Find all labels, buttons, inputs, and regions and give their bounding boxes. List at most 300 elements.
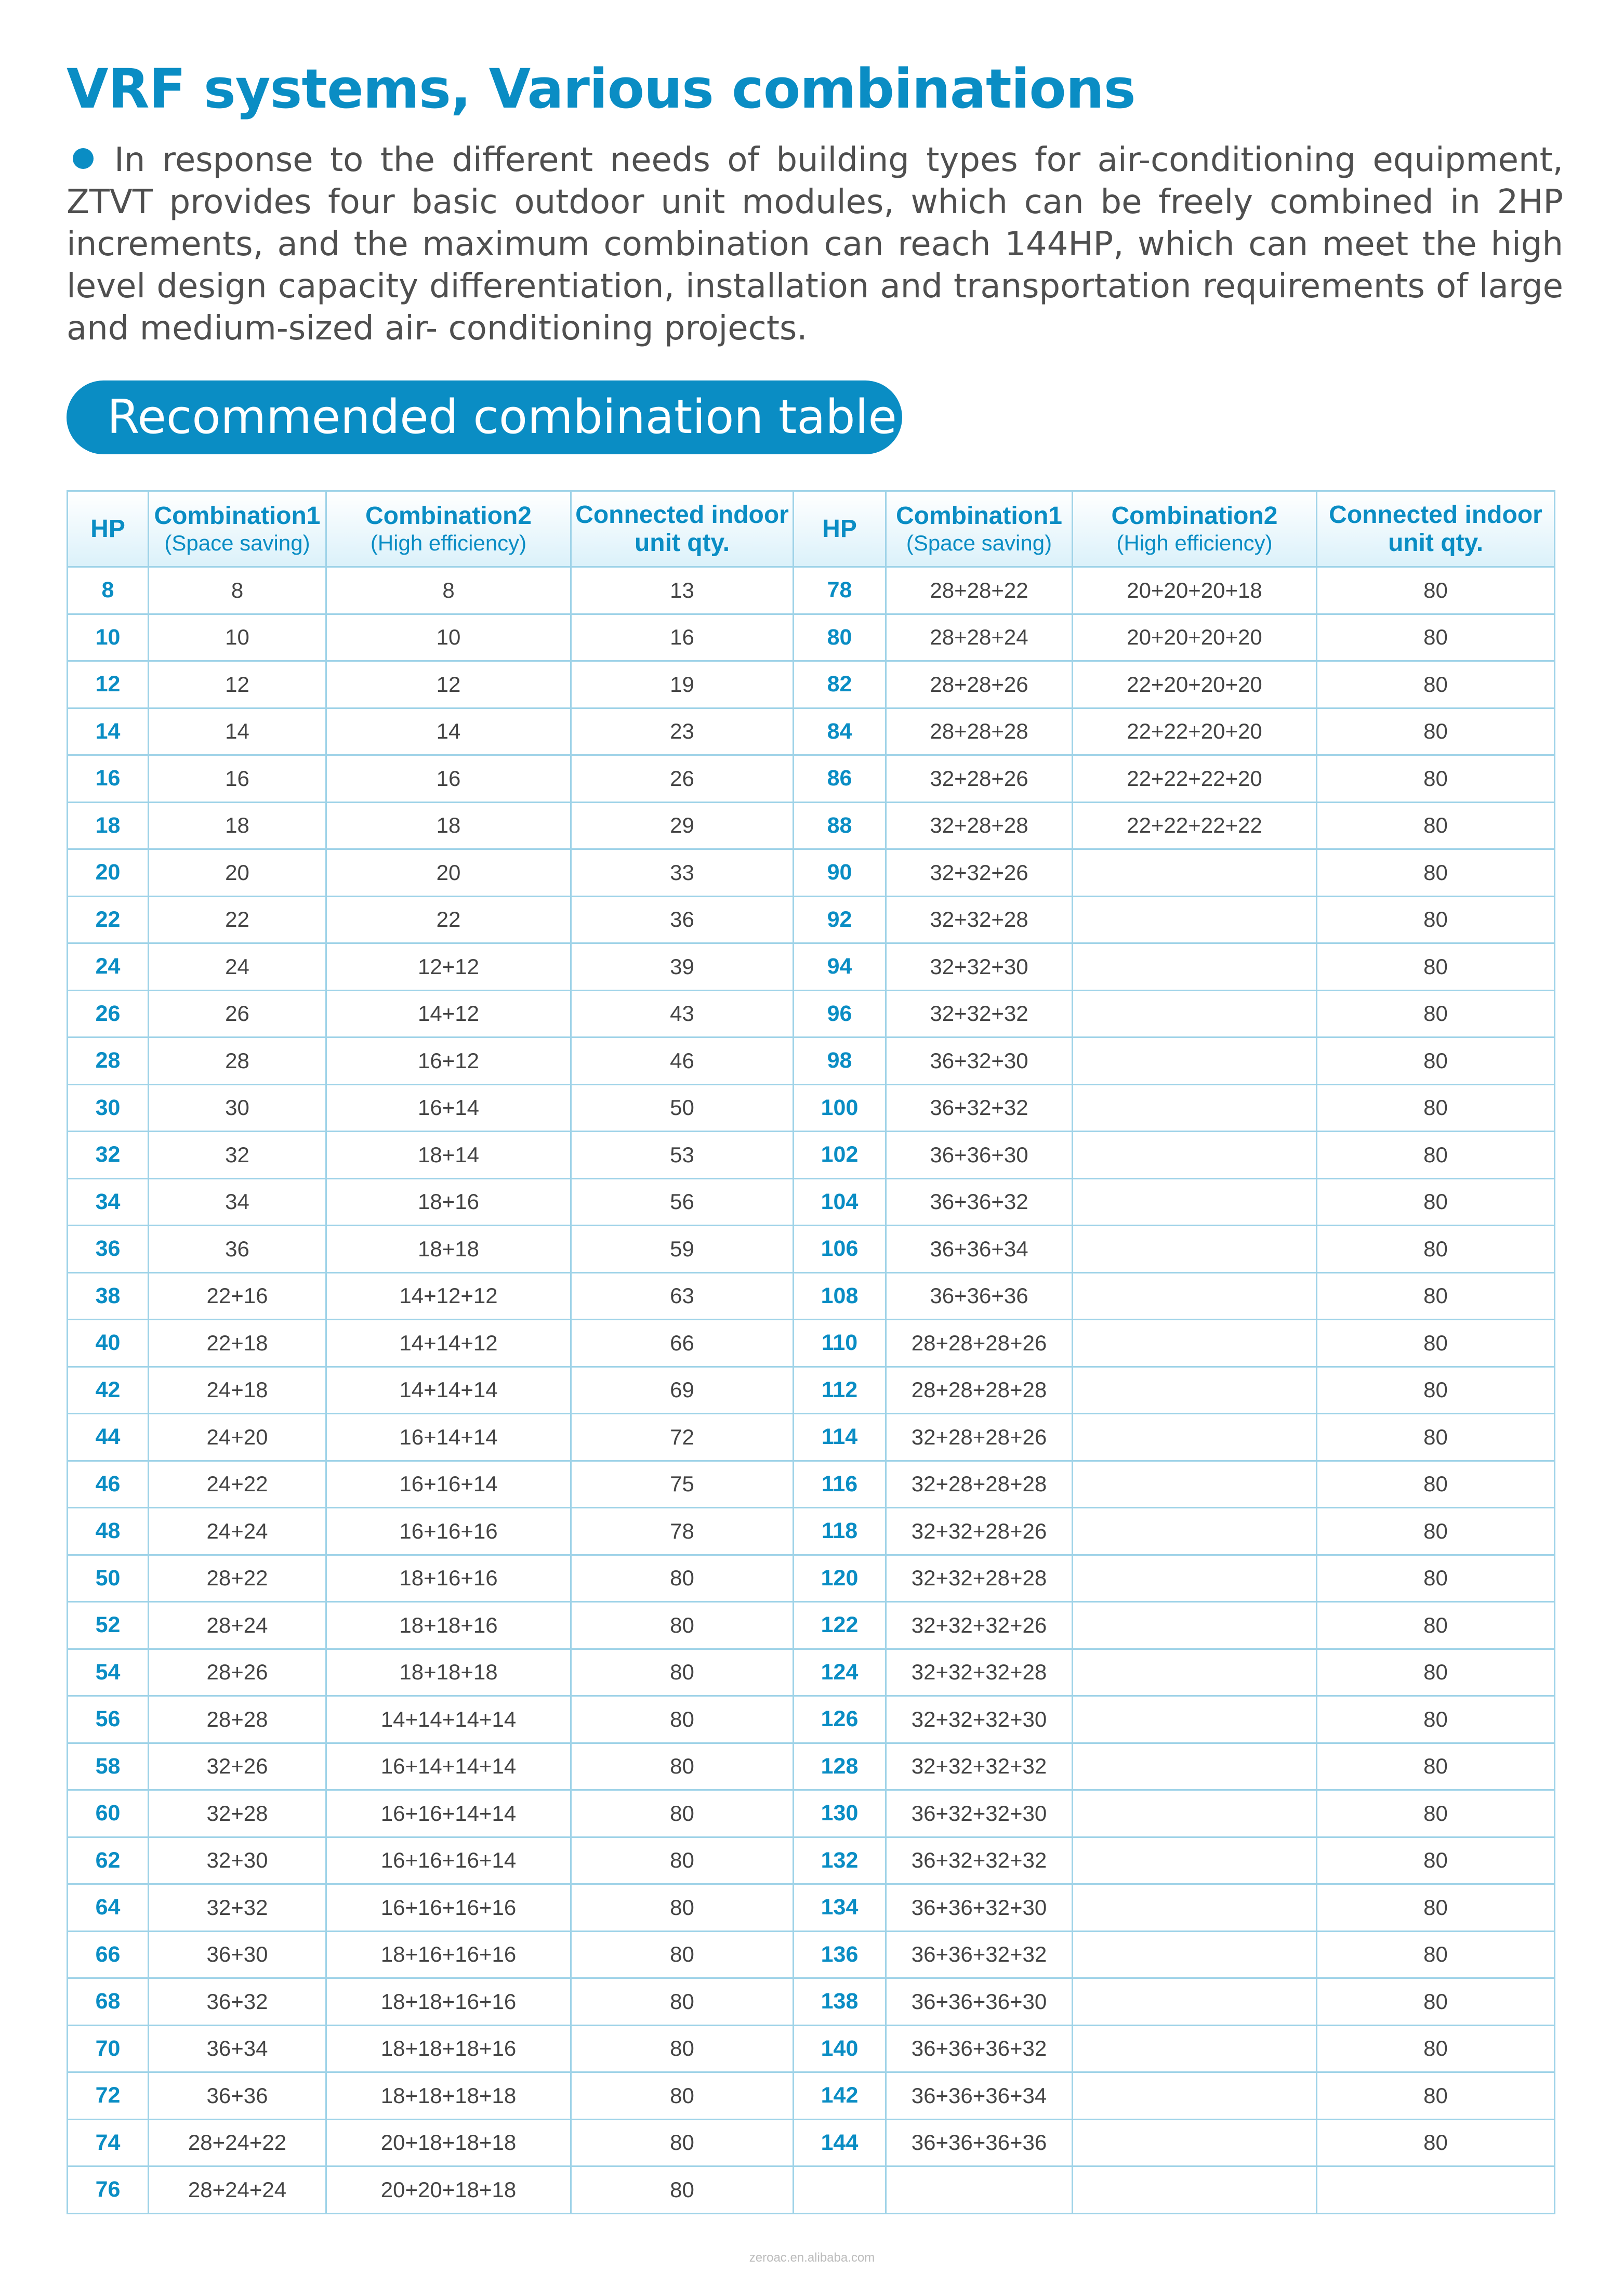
left-hp-cell: 20	[68, 849, 149, 897]
right-indoor-qty-cell: 80	[1317, 1837, 1555, 1884]
right-combination1-cell: 32+28+28+28	[886, 1461, 1073, 1508]
table-row	[68, 1508, 1555, 1555]
right-combination1-cell: 32+32+32+28	[886, 1649, 1073, 1696]
right-combination2-cell	[1073, 1884, 1317, 1932]
left-combination2-cell: 8	[326, 567, 571, 614]
left-indoor-qty-cell: 50	[571, 1084, 794, 1132]
right-combination1-cell: 36+32+30	[886, 1037, 1073, 1085]
table-row	[68, 1602, 1555, 1649]
right-combination2-cell	[1073, 1602, 1317, 1649]
right-hp-cell: 92	[794, 896, 886, 943]
left-hp-cell: 64	[68, 1884, 149, 1932]
right-indoor-qty-cell: 80	[1317, 1790, 1555, 1837]
right-combination2-cell	[1073, 2025, 1317, 2072]
right-combination1-cell: 36+36+36+34	[886, 2072, 1073, 2120]
left-combination2-cell: 16+14+14	[326, 1414, 571, 1461]
right-combination2-cell	[1073, 1743, 1317, 1790]
left-indoor-qty-cell: 80	[571, 1978, 794, 2026]
right-combination1-cell: 32+32+32+30	[886, 1696, 1073, 1743]
right-combination2-cell	[1073, 1084, 1317, 1132]
left-combination1-cell: 10	[149, 614, 326, 661]
intro-text: In response to the different needs of building types for air-conditioning equipment, ZTVT provides four basic outdoor unit modules, which can be freely combined in 2HP increments, and the maximum combination can reach 144HP, which can meet the high level design capacity differentiation, installation and transportation requirements of large and medium-sized air- conditioning projects.	[67, 141, 1563, 348]
right-combination2-cell: 20+20+20+18	[1073, 567, 1317, 614]
left-hp-cell: 38	[68, 1272, 149, 1320]
right-combination2-cell	[1073, 1790, 1317, 1837]
table-row	[68, 755, 1555, 803]
table-row	[68, 1555, 1555, 1602]
right-hp-cell: 112	[794, 1367, 886, 1414]
right-combination2-cell	[1073, 1461, 1317, 1508]
left-indoor-qty-cell: 63	[571, 1272, 794, 1320]
table-row	[68, 614, 1555, 661]
table-row	[68, 2166, 1555, 2214]
right-indoor-qty-cell: 80	[1317, 1037, 1555, 1085]
right-indoor-qty-cell: 80	[1317, 1084, 1555, 1132]
right-indoor-qty-cell: 80	[1317, 708, 1555, 755]
right-combination2-cell	[1073, 1649, 1317, 1696]
right-combination2-cell: 22+20+20+20	[1073, 661, 1317, 708]
page-title: VRF systems, Various combinations	[67, 57, 1136, 121]
right-combination1-cell: 36+36+36+36	[886, 2119, 1073, 2166]
right-hp-cell: 82	[794, 661, 886, 708]
left-indoor-qty-cell: 80	[571, 1743, 794, 1790]
left-combination1-cell: 30	[149, 1084, 326, 1132]
left-combination1-cell: 34	[149, 1178, 326, 1226]
right-indoor-qty-cell: 80	[1317, 1602, 1555, 1649]
left-hp-cell: 18	[68, 802, 149, 849]
left-indoor-qty-cell: 36	[571, 896, 794, 943]
left-hp-cell: 30	[68, 1084, 149, 1132]
header-combination2-label: Combination2	[365, 502, 532, 530]
right-hp-cell	[794, 2166, 886, 2214]
right-hp-cell: 84	[794, 708, 886, 755]
left-combination2-cell: 12	[326, 661, 571, 708]
header-combination2	[326, 491, 571, 567]
left-indoor-qty-cell: 43	[571, 990, 794, 1037]
left-combination2-cell: 20	[326, 849, 571, 897]
left-combination2-cell: 18+18	[326, 1226, 571, 1273]
right-hp-cell: 108	[794, 1272, 886, 1320]
left-combination2-cell: 18+18+18+16	[326, 2025, 571, 2072]
header-combination2-label: Combination2	[1111, 502, 1278, 530]
right-combination1-cell: 36+36+36	[886, 1272, 1073, 1320]
right-hp-cell: 132	[794, 1837, 886, 1884]
right-combination1-cell: 36+36+36+30	[886, 1978, 1073, 2026]
left-combination2-cell: 18+18+16	[326, 1602, 571, 1649]
table-row	[68, 1931, 1555, 1978]
left-combination2-cell: 18+18+18	[326, 1649, 571, 1696]
header-combination1-sub: (Space saving)	[906, 530, 1052, 555]
right-combination1-cell: 32+32+28+26	[886, 1508, 1073, 1555]
right-hp-cell: 116	[794, 1461, 886, 1508]
left-combination2-cell: 14+14+14	[326, 1367, 571, 1414]
footer-url: zeroac.en.alibaba.com	[749, 2251, 875, 2265]
right-hp-cell: 136	[794, 1931, 886, 1978]
right-hp-cell: 110	[794, 1320, 886, 1367]
left-hp-cell: 36	[68, 1226, 149, 1273]
right-combination2-cell	[1073, 990, 1317, 1037]
right-indoor-qty-cell: 80	[1317, 1178, 1555, 1226]
left-indoor-qty-cell: 80	[571, 1555, 794, 1602]
left-combination1-cell: 36+32	[149, 1978, 326, 2026]
right-indoor-qty-cell: 80	[1317, 896, 1555, 943]
right-combination1-cell: 32+28+26	[886, 755, 1073, 803]
right-combination1-cell: 36+36+32+32	[886, 1931, 1073, 1978]
right-hp-cell: 114	[794, 1414, 886, 1461]
right-combination2-cell	[1073, 1132, 1317, 1179]
right-combination2-cell	[1073, 1226, 1317, 1273]
left-combination1-cell: 22	[149, 896, 326, 943]
right-hp-cell: 124	[794, 1649, 886, 1696]
section-title-pill: Recommended combination table	[67, 380, 902, 454]
right-indoor-qty-cell: 80	[1317, 990, 1555, 1037]
table-row	[68, 1178, 1555, 1226]
table-row	[68, 1226, 1555, 1273]
right-indoor-qty-cell: 80	[1317, 1272, 1555, 1320]
left-indoor-qty-cell: 80	[571, 1931, 794, 1978]
table-row	[68, 1037, 1555, 1085]
header-combination1-label: Combination1	[154, 502, 321, 530]
table-header-row	[68, 491, 1555, 567]
table-row	[68, 1320, 1555, 1367]
header-connected-indoor: Connected indoor unit qty.	[571, 491, 794, 567]
right-combination2-cell	[1073, 1320, 1317, 1367]
right-combination2-cell	[1073, 1696, 1317, 1743]
left-combination1-cell: 24+18	[149, 1367, 326, 1414]
left-combination1-cell: 28+24+24	[149, 2166, 326, 2214]
right-indoor-qty-cell: 80	[1317, 614, 1555, 661]
left-combination2-cell: 16+16+16+16	[326, 1884, 571, 1932]
left-combination1-cell: 32+32	[149, 1884, 326, 1932]
left-indoor-qty-cell: 13	[571, 567, 794, 614]
table-row	[68, 1743, 1555, 1790]
left-indoor-qty-cell: 80	[571, 1696, 794, 1743]
left-indoor-qty-cell: 80	[571, 2025, 794, 2072]
left-combination1-cell: 28	[149, 1037, 326, 1085]
left-hp-cell: 70	[68, 2025, 149, 2072]
left-combination2-cell: 18+18+18+18	[326, 2072, 571, 2120]
right-combination2-cell	[1073, 2166, 1317, 2214]
right-combination1-cell: 28+28+26	[886, 661, 1073, 708]
left-combination2-cell: 18+16+16+16	[326, 1931, 571, 1978]
left-combination2-cell: 16+16+16+14	[326, 1837, 571, 1884]
right-indoor-qty-cell: 80	[1317, 1508, 1555, 1555]
left-indoor-qty-cell: 80	[571, 1884, 794, 1932]
table-row	[68, 1649, 1555, 1696]
left-combination2-cell: 16+14	[326, 1084, 571, 1132]
left-combination1-cell: 8	[149, 567, 326, 614]
left-combination2-cell: 10	[326, 614, 571, 661]
left-combination2-cell: 14+14+12	[326, 1320, 571, 1367]
left-indoor-qty-cell: 80	[571, 1602, 794, 1649]
left-indoor-qty-cell: 19	[571, 661, 794, 708]
left-combination1-cell: 26	[149, 990, 326, 1037]
left-indoor-qty-cell: 78	[571, 1508, 794, 1555]
left-combination1-cell: 20	[149, 849, 326, 897]
left-combination1-cell: 32+30	[149, 1837, 326, 1884]
left-hp-cell: 28	[68, 1037, 149, 1085]
right-indoor-qty-cell: 80	[1317, 943, 1555, 991]
table-row	[68, 896, 1555, 943]
bullet-icon	[73, 148, 94, 169]
left-indoor-qty-cell: 80	[571, 1649, 794, 1696]
right-indoor-qty-cell: 80	[1317, 1132, 1555, 1179]
header-combination2	[1073, 491, 1317, 567]
left-combination1-cell: 22+18	[149, 1320, 326, 1367]
left-combination2-cell: 14+14+14+14	[326, 1696, 571, 1743]
right-indoor-qty-cell: 80	[1317, 1931, 1555, 1978]
right-indoor-qty-cell: 80	[1317, 1884, 1555, 1932]
right-combination1-cell: 36+36+32	[886, 1178, 1073, 1226]
left-combination1-cell: 28+24	[149, 1602, 326, 1649]
left-hp-cell: 12	[68, 661, 149, 708]
left-combination2-cell: 14+12+12	[326, 1272, 571, 1320]
left-hp-cell: 16	[68, 755, 149, 803]
right-combination2-cell	[1073, 849, 1317, 897]
table-row	[68, 1837, 1555, 1884]
table-row	[68, 708, 1555, 755]
left-combination2-cell: 18	[326, 802, 571, 849]
left-hp-cell: 74	[68, 2119, 149, 2166]
right-combination1-cell: 36+32+32	[886, 1084, 1073, 1132]
right-hp-cell: 120	[794, 1555, 886, 1602]
right-hp-cell: 104	[794, 1178, 886, 1226]
right-hp-cell: 122	[794, 1602, 886, 1649]
left-hp-cell: 58	[68, 1743, 149, 1790]
left-combination1-cell: 24	[149, 943, 326, 991]
left-indoor-qty-cell: 80	[571, 2166, 794, 2214]
left-hp-cell: 60	[68, 1790, 149, 1837]
left-indoor-qty-cell: 75	[571, 1461, 794, 1508]
right-combination2-cell	[1073, 1931, 1317, 1978]
right-indoor-qty-cell: 80	[1317, 1461, 1555, 1508]
table-row	[68, 990, 1555, 1037]
left-hp-cell: 52	[68, 1602, 149, 1649]
left-combination2-cell: 18+14	[326, 1132, 571, 1179]
right-indoor-qty-cell: 80	[1317, 567, 1555, 614]
left-combination2-cell: 16+16+16	[326, 1508, 571, 1555]
left-combination1-cell: 32+26	[149, 1743, 326, 1790]
right-hp-cell: 96	[794, 990, 886, 1037]
left-combination1-cell: 28+24+22	[149, 2119, 326, 2166]
right-hp-cell: 126	[794, 1696, 886, 1743]
table-row	[68, 1414, 1555, 1461]
left-combination1-cell: 24+22	[149, 1461, 326, 1508]
table-body	[68, 567, 1555, 2214]
left-combination1-cell: 24+20	[149, 1414, 326, 1461]
right-combination1-cell: 32+32+28+28	[886, 1555, 1073, 1602]
right-indoor-qty-cell: 80	[1317, 849, 1555, 897]
table-row	[68, 1884, 1555, 1932]
right-combination2-cell	[1073, 2072, 1317, 2120]
left-combination1-cell: 28+26	[149, 1649, 326, 1696]
right-combination2-cell	[1073, 2119, 1317, 2166]
right-hp-cell: 102	[794, 1132, 886, 1179]
header-connected-indoor: Connected indoor unit qty.	[1317, 491, 1555, 567]
right-hp-cell: 90	[794, 849, 886, 897]
right-combination1-cell: 36+36+36+32	[886, 2025, 1073, 2072]
right-indoor-qty-cell: 80	[1317, 1743, 1555, 1790]
right-combination1-cell: 36+32+32+32	[886, 1837, 1073, 1884]
left-hp-cell: 26	[68, 990, 149, 1037]
table-row	[68, 849, 1555, 897]
left-combination2-cell: 20+18+18+18	[326, 2119, 571, 2166]
right-hp-cell: 100	[794, 1084, 886, 1132]
left-combination1-cell: 36+30	[149, 1931, 326, 1978]
left-hp-cell: 46	[68, 1461, 149, 1508]
right-combination1-cell: 32+32+32	[886, 990, 1073, 1037]
left-hp-cell: 14	[68, 708, 149, 755]
right-indoor-qty-cell: 80	[1317, 2025, 1555, 2072]
left-combination2-cell: 16+16+14	[326, 1461, 571, 1508]
table-row	[68, 2025, 1555, 2072]
right-combination1-cell: 32+28+28	[886, 802, 1073, 849]
left-hp-cell: 68	[68, 1978, 149, 2026]
right-combination1-cell: 32+32+26	[886, 849, 1073, 897]
left-combination1-cell: 32	[149, 1132, 326, 1179]
left-combination1-cell: 22+16	[149, 1272, 326, 1320]
left-indoor-qty-cell: 80	[571, 2119, 794, 2166]
right-combination1-cell: 28+28+28+28	[886, 1367, 1073, 1414]
right-combination1-cell	[886, 2166, 1073, 2214]
left-combination2-cell: 18+18+16+16	[326, 1978, 571, 2026]
right-combination1-cell: 28+28+28+26	[886, 1320, 1073, 1367]
header-hp: HP	[794, 491, 886, 567]
right-hp-cell: 118	[794, 1508, 886, 1555]
right-combination1-cell: 28+28+22	[886, 567, 1073, 614]
right-hp-cell: 88	[794, 802, 886, 849]
right-combination2-cell: 22+22+22+22	[1073, 802, 1317, 849]
left-hp-cell: 24	[68, 943, 149, 991]
left-combination1-cell: 14	[149, 708, 326, 755]
right-combination2-cell: 22+22+20+20	[1073, 708, 1317, 755]
right-combination2-cell: 22+22+22+20	[1073, 755, 1317, 803]
right-indoor-qty-cell: 80	[1317, 1367, 1555, 1414]
right-hp-cell: 134	[794, 1884, 886, 1932]
table-row	[68, 1132, 1555, 1179]
right-indoor-qty-cell	[1317, 2166, 1555, 2214]
left-combination1-cell: 28+22	[149, 1555, 326, 1602]
right-combination1-cell: 36+32+32+30	[886, 1790, 1073, 1837]
right-hp-cell: 138	[794, 1978, 886, 2026]
right-indoor-qty-cell: 80	[1317, 1414, 1555, 1461]
left-combination2-cell: 16+16+14+14	[326, 1790, 571, 1837]
left-hp-cell: 10	[68, 614, 149, 661]
right-combination2-cell	[1073, 1978, 1317, 2026]
right-combination2-cell	[1073, 1367, 1317, 1414]
right-combination1-cell: 36+36+30	[886, 1132, 1073, 1179]
left-indoor-qty-cell: 23	[571, 708, 794, 755]
right-combination1-cell: 32+32+32+32	[886, 1743, 1073, 1790]
left-combination2-cell: 16+12	[326, 1037, 571, 1085]
right-hp-cell: 86	[794, 755, 886, 803]
right-combination2-cell	[1073, 1037, 1317, 1085]
right-combination1-cell: 32+32+28	[886, 896, 1073, 943]
left-combination1-cell: 36	[149, 1226, 326, 1273]
right-indoor-qty-cell: 80	[1317, 661, 1555, 708]
right-indoor-qty-cell: 80	[1317, 1320, 1555, 1367]
left-indoor-qty-cell: 46	[571, 1037, 794, 1085]
right-combination1-cell: 32+28+28+26	[886, 1414, 1073, 1461]
left-combination2-cell: 18+16+16	[326, 1555, 571, 1602]
header-combination1-sub: (Space saving)	[164, 530, 310, 555]
header-combination2-sub: (High efficiency)	[370, 530, 527, 555]
right-hp-cell: 78	[794, 567, 886, 614]
left-indoor-qty-cell: 66	[571, 1320, 794, 1367]
left-combination2-cell: 16+14+14+14	[326, 1743, 571, 1790]
left-hp-cell: 44	[68, 1414, 149, 1461]
left-hp-cell: 50	[68, 1555, 149, 1602]
right-combination2-cell	[1073, 1272, 1317, 1320]
right-combination2-cell	[1073, 1555, 1317, 1602]
table-row	[68, 567, 1555, 614]
table-row	[68, 661, 1555, 708]
table-row	[68, 943, 1555, 991]
left-combination2-cell: 18+16	[326, 1178, 571, 1226]
left-combination1-cell: 32+28	[149, 1790, 326, 1837]
header-combination1-label: Combination1	[896, 502, 1062, 530]
intro-paragraph	[67, 139, 1563, 350]
left-indoor-qty-cell: 53	[571, 1132, 794, 1179]
left-hp-cell: 22	[68, 896, 149, 943]
left-indoor-qty-cell: 39	[571, 943, 794, 991]
table-row	[68, 1084, 1555, 1132]
left-hp-cell: 48	[68, 1508, 149, 1555]
left-indoor-qty-cell: 72	[571, 1414, 794, 1461]
left-hp-cell: 34	[68, 1178, 149, 1226]
right-combination2-cell	[1073, 943, 1317, 991]
left-indoor-qty-cell: 33	[571, 849, 794, 897]
left-combination1-cell: 18	[149, 802, 326, 849]
right-combination2-cell: 20+20+20+20	[1073, 614, 1317, 661]
left-hp-cell: 42	[68, 1367, 149, 1414]
right-indoor-qty-cell: 80	[1317, 802, 1555, 849]
right-combination2-cell	[1073, 1178, 1317, 1226]
right-hp-cell: 80	[794, 614, 886, 661]
right-combination1-cell: 36+36+32+30	[886, 1884, 1073, 1932]
left-combination1-cell: 36+34	[149, 2025, 326, 2072]
left-hp-cell: 62	[68, 1837, 149, 1884]
right-combination1-cell: 32+32+30	[886, 943, 1073, 991]
left-hp-cell: 76	[68, 2166, 149, 2214]
left-indoor-qty-cell: 69	[571, 1367, 794, 1414]
right-hp-cell: 106	[794, 1226, 886, 1273]
right-combination1-cell: 28+28+24	[886, 614, 1073, 661]
right-combination1-cell: 32+32+32+26	[886, 1602, 1073, 1649]
header-combination1	[886, 491, 1073, 567]
left-combination1-cell: 16	[149, 755, 326, 803]
right-hp-cell: 98	[794, 1037, 886, 1085]
left-indoor-qty-cell: 29	[571, 802, 794, 849]
right-indoor-qty-cell: 80	[1317, 2119, 1555, 2166]
header-combination2-sub: (High efficiency)	[1116, 530, 1273, 555]
right-hp-cell: 94	[794, 943, 886, 991]
table-row	[68, 2119, 1555, 2166]
table-row	[68, 1696, 1555, 1743]
left-combination1-cell: 24+24	[149, 1508, 326, 1555]
right-combination1-cell: 28+28+28	[886, 708, 1073, 755]
left-hp-cell: 72	[68, 2072, 149, 2120]
right-indoor-qty-cell: 80	[1317, 1555, 1555, 1602]
left-hp-cell: 40	[68, 1320, 149, 1367]
left-combination2-cell: 22	[326, 896, 571, 943]
combination-table	[67, 490, 1555, 2214]
header-hp: HP	[68, 491, 149, 567]
right-combination2-cell	[1073, 896, 1317, 943]
right-hp-cell: 130	[794, 1790, 886, 1837]
left-combination2-cell: 12+12	[326, 943, 571, 991]
header-combination1	[149, 491, 326, 567]
